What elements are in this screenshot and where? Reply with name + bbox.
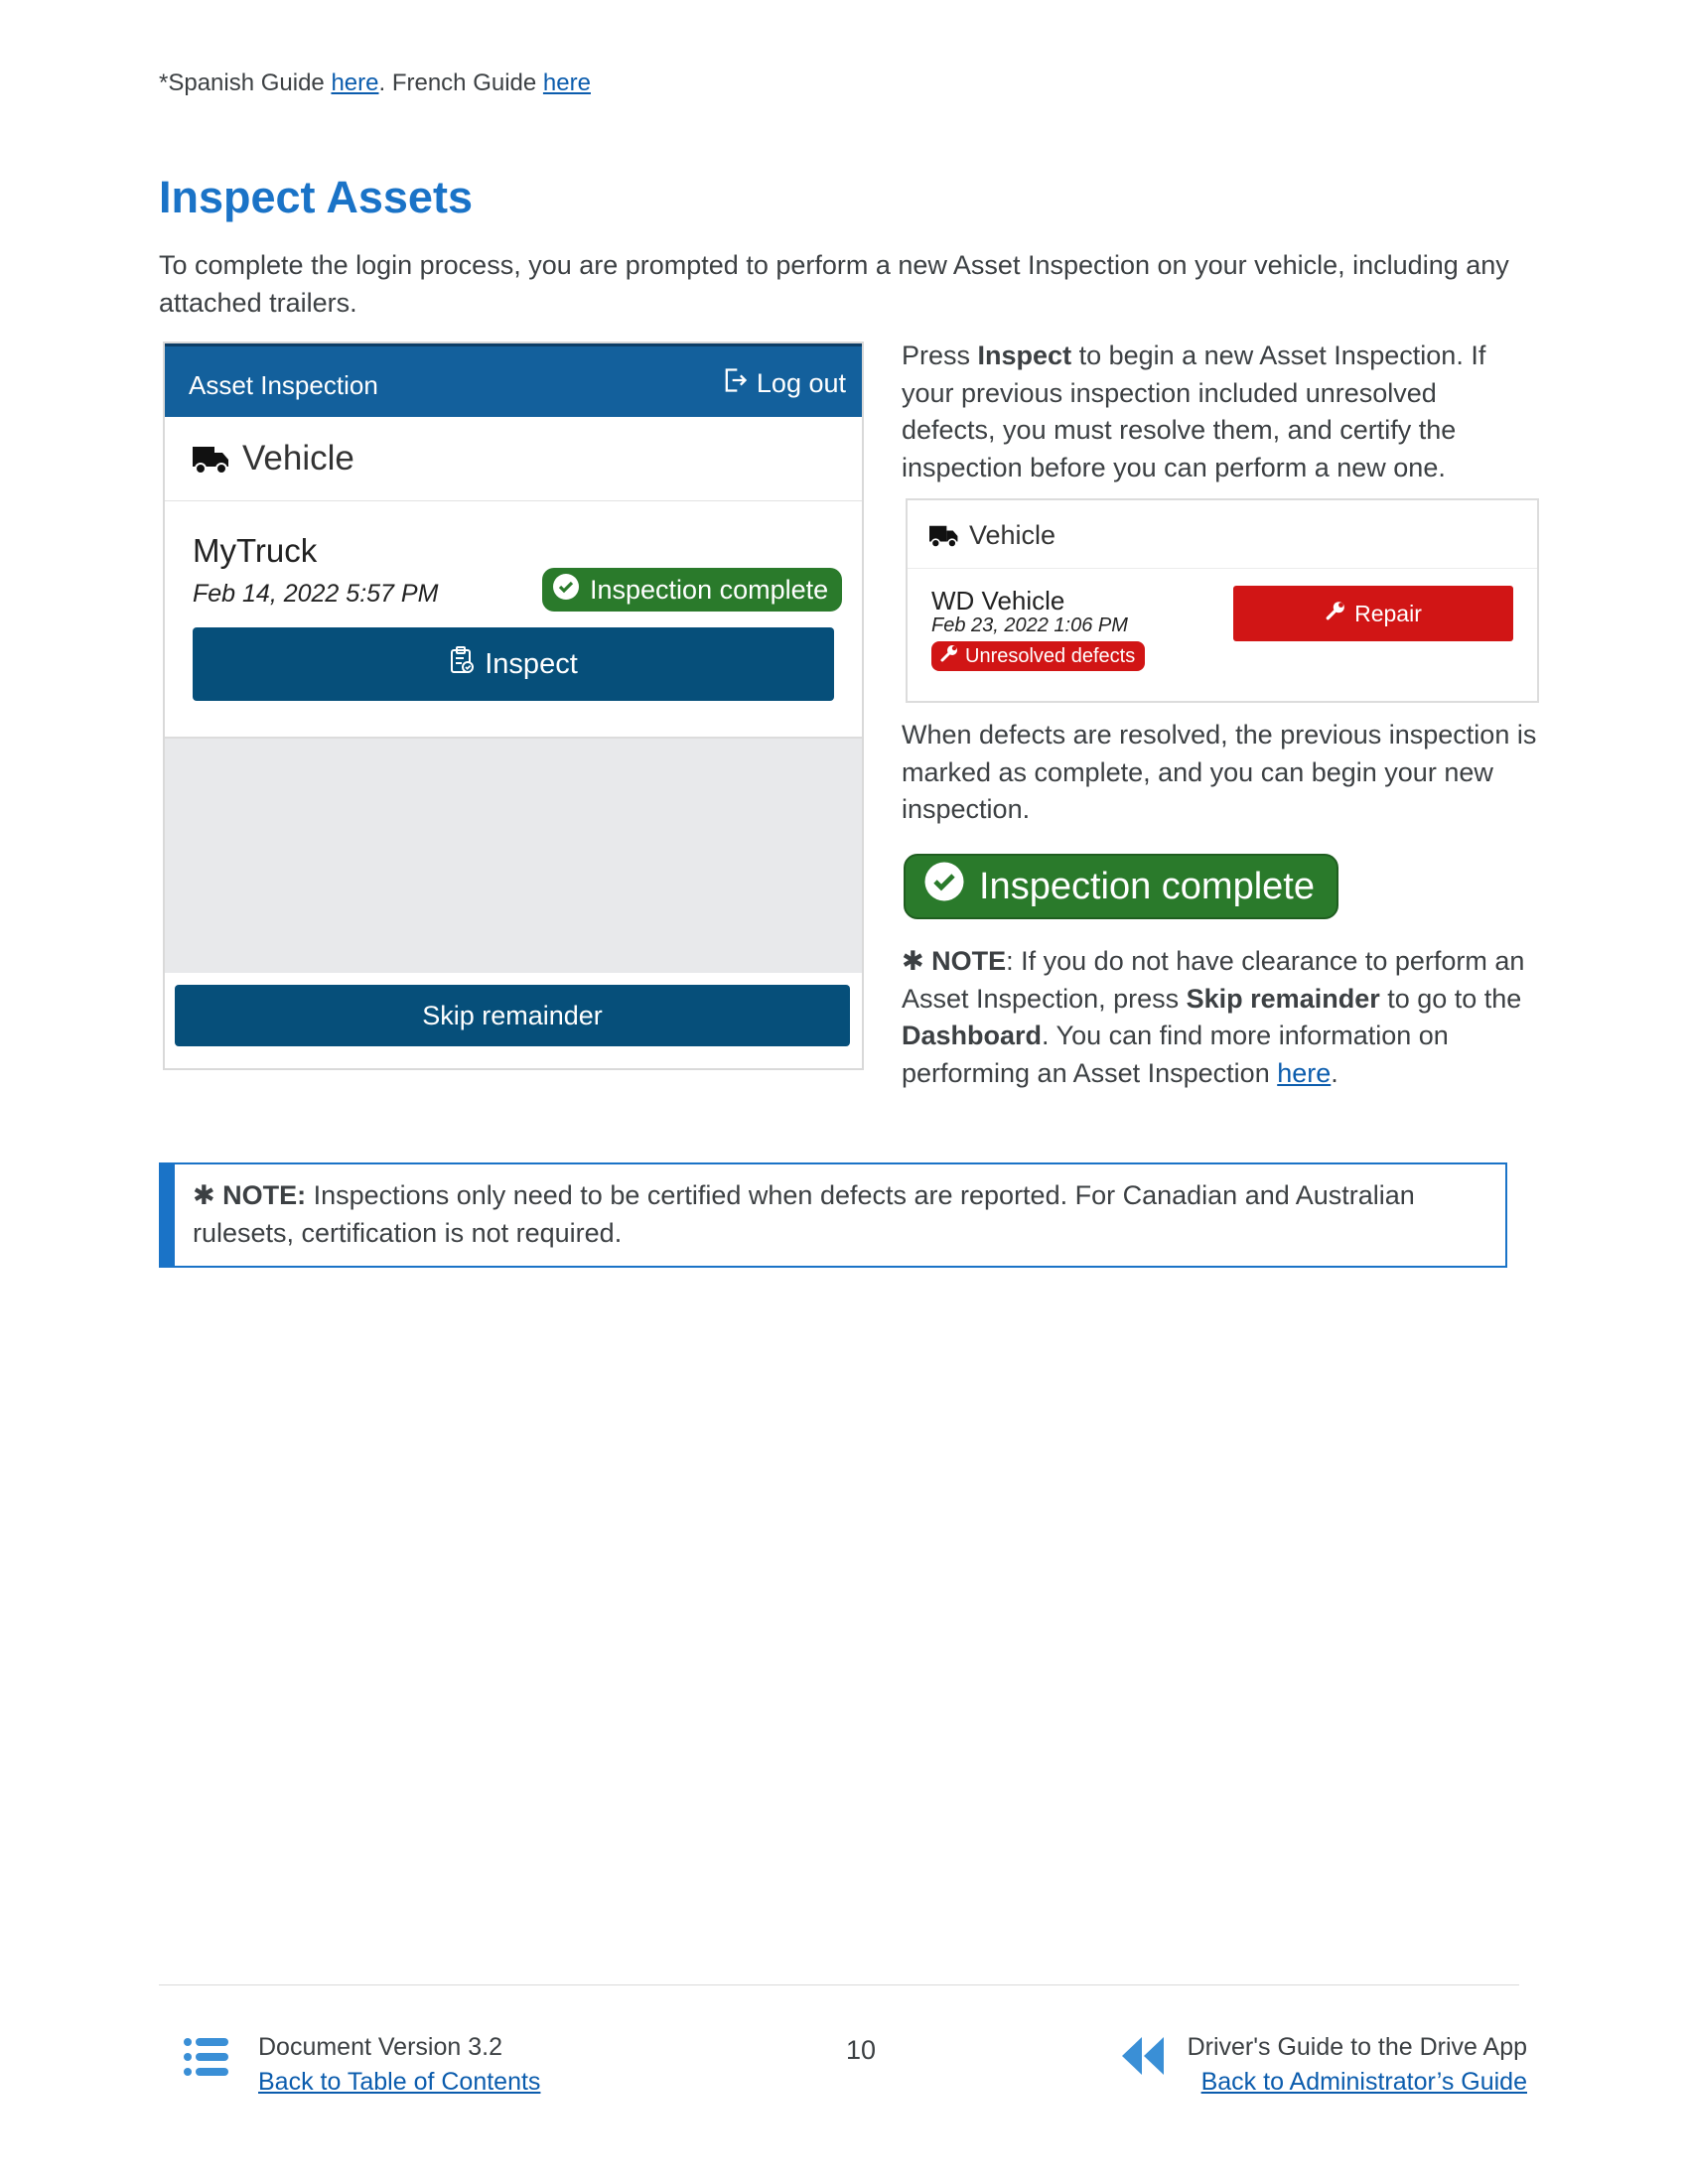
press-text-1: Press [902, 341, 978, 370]
guide-name: Driver's Guide to the Drive App [1187, 2033, 1527, 2061]
check-circle-icon [552, 573, 580, 608]
certification-note-box [159, 1162, 1507, 1268]
double-chevron-left-icon[interactable] [1120, 2035, 1166, 2082]
back-to-toc-link[interactable]: Back to Table of Contents [258, 2068, 541, 2096]
inspect-label: Inspect [485, 647, 578, 680]
footer-divider [159, 1984, 1519, 1985]
skip-note-paragraph [902, 943, 1537, 1092]
vehicle-date: Feb 23, 2022 1:06 PM [931, 614, 1128, 636]
page-number: 10 [846, 2035, 877, 2065]
note-label: NOTE [931, 946, 1007, 976]
unresolved-vehicle-card [906, 498, 1539, 703]
note-text-3: . You can find more information on performing an Asset Inspection [902, 1021, 1449, 1088]
note-body: Inspections only need to be certified when defects are reported. For Canadian and Australian rulesets, certification is not required. [193, 1180, 1415, 1248]
guide-middle: . French Guide [378, 69, 543, 96]
note-bold-dashboard: Dashboard [902, 1021, 1043, 1050]
clipboard-icon [449, 646, 475, 682]
inspect-button[interactable] [193, 627, 834, 701]
note-text-2: to go to the [1379, 983, 1522, 1014]
repair-button[interactable] [1233, 586, 1513, 641]
guide-links-line [159, 69, 591, 97]
certification-note-text [193, 1176, 1483, 1252]
app-header [165, 343, 862, 417]
vehicle-date: Feb 14, 2022 5:57 PM [193, 580, 439, 608]
vehicle-section-label: Vehicle [242, 439, 354, 478]
truck-icon [193, 445, 230, 479]
app-header-title: Asset Inspection [189, 370, 378, 400]
spanish-guide-link[interactable]: here [331, 69, 379, 96]
document-version: Document Version 3.2 [258, 2033, 502, 2061]
vehicle-section-header [908, 500, 1537, 569]
note-star: ✱ [193, 1180, 223, 1210]
vehicle-name: WD Vehicle [931, 586, 1065, 615]
press-text-2: to begin a new Asset Inspection. If your previous inspection included unresolved defects, you must resolve them, and certify the inspection before you can perform a new one. [902, 341, 1486, 482]
asset-inspection-here-link[interactable]: here [1277, 1057, 1332, 1088]
logout-label: Log out [756, 368, 846, 398]
press-inspect-paragraph [902, 338, 1537, 486]
unresolved-defects-label: Unresolved defects [965, 644, 1136, 667]
french-guide-link[interactable]: here [542, 69, 591, 96]
inspection-status-label: Inspection complete [590, 574, 829, 605]
skip-remainder-button[interactable]: Skip remainder [175, 985, 850, 1046]
logout-icon [721, 366, 749, 401]
note-text-1: : If you do not have clearance to perform an Asset Inspection, press [902, 946, 1525, 1014]
unresolved-defects-badge [931, 641, 1145, 671]
repair-label: Repair [1354, 600, 1422, 626]
inspection-complete-badge-large [904, 854, 1338, 919]
wrench-icon [1325, 600, 1346, 627]
intro-paragraph: To complete the login process, you are prompted to perform a new Asset Inspection on your vehicle, including any attached trailers. [159, 250, 1509, 318]
note-text-4: . [1331, 1057, 1338, 1088]
truck-icon [929, 524, 959, 553]
guide-prefix: *Spanish Guide [159, 69, 332, 96]
vehicle-name: MyTruck [193, 532, 318, 569]
page-title: Inspect Assets [159, 172, 473, 222]
empty-content-area [165, 737, 862, 973]
asset-inspection-screenshot [163, 341, 864, 1070]
press-bold-inspect: Inspect [977, 341, 1072, 370]
logout-button[interactable] [721, 366, 846, 401]
check-circle-icon [923, 861, 965, 912]
wrench-icon [939, 643, 959, 669]
note-star: ✱ [902, 946, 932, 976]
vehicle-section-label: Vehicle [969, 520, 1056, 550]
defects-resolved-paragraph: When defects are resolved, the previous inspection is marked as complete, and you can begin your new inspection. [902, 720, 1537, 824]
note-bold-skip: Skip remainder [1186, 983, 1380, 1014]
vehicle-section-header [165, 417, 862, 501]
inspection-complete-label: Inspection complete [979, 865, 1315, 907]
list-icon[interactable] [183, 2036, 230, 2083]
note-label: NOTE: [222, 1180, 307, 1210]
inspection-status-badge [542, 568, 842, 612]
back-to-admin-guide-link[interactable]: Back to Administrator’s Guide [1200, 2068, 1527, 2096]
